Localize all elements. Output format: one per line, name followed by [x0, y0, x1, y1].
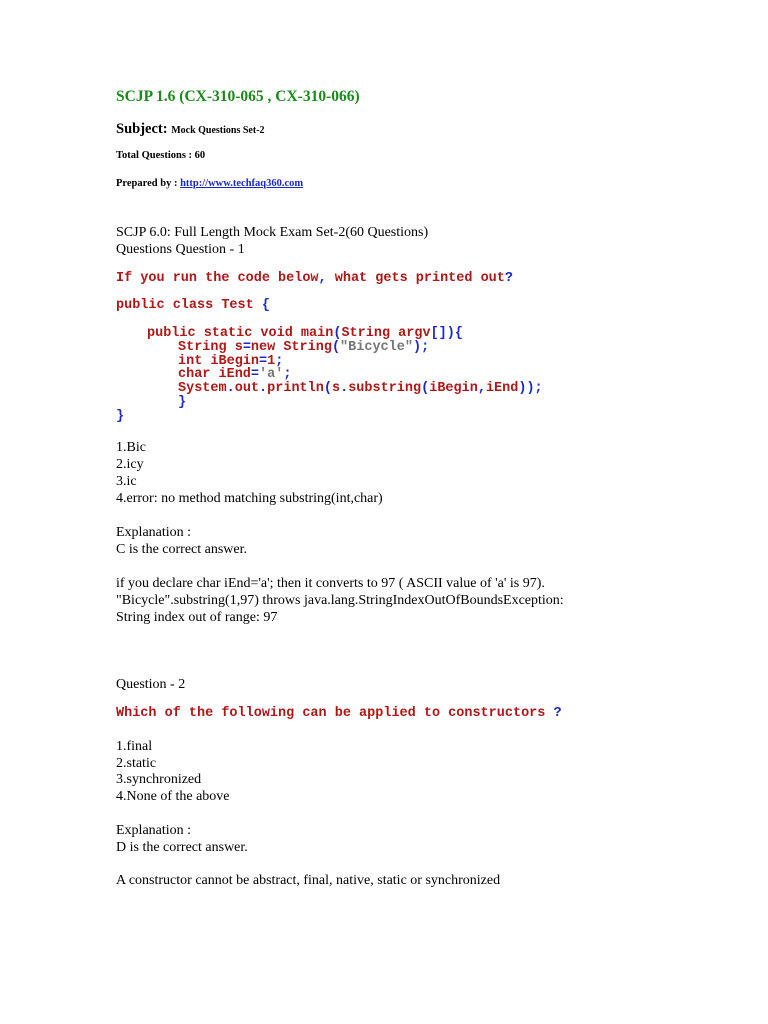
q1-detail-line: if you declare char iEnd='a'; then it converts to 97 ( ASCII value of 'a' is 97). [116, 576, 545, 591]
q1-option: 1.Bic [116, 440, 146, 455]
q1-option: 2.icy [116, 457, 144, 472]
q1-answer: C is the correct answer. [116, 542, 248, 557]
code-line: public class Test { [116, 298, 270, 313]
prepared-by-line [116, 178, 303, 189]
code-line: System.out.println(s.substring(iBegin,iEnd)); [178, 381, 543, 396]
code-line: String s=new String("Bicycle"); [178, 340, 430, 355]
prepared-by-label: Prepared by : [116, 178, 181, 189]
q1-detail-line: String index out of range: 97 [116, 610, 278, 625]
total-questions: Total Questions : 60 [116, 150, 206, 161]
code-line: } [116, 409, 125, 424]
q2-explanation-label: Explanation : [116, 823, 192, 838]
q2-option: 3.synchronized [116, 772, 202, 787]
code-line: int iBegin=1; [178, 354, 284, 369]
exam-title: SCJP 6.0: Full Length Mock Exam Set-2(60 Questions) [116, 225, 429, 240]
q1-option: 4.error: no method matching substring(int,char) [116, 491, 383, 506]
q1-prompt: If you run the code below, what gets printed out? [116, 271, 513, 286]
code-line: public static void main(String argv[]){ [147, 326, 463, 341]
subject-line [116, 121, 265, 138]
q2-detail: A constructor cannot be abstract, final, native, static or synchronized [116, 873, 501, 888]
q1-explanation-label: Explanation : [116, 525, 192, 540]
q2-answer: D is the correct answer. [116, 840, 248, 855]
q1-detail-line: "Bicycle".substring(1,97) throws java.lang.StringIndexOutOfBoundsException: [116, 593, 564, 608]
q2-prompt: Which of the following can be applied to constructors ? [116, 706, 562, 721]
techfaq-link[interactable]: http://www.techfaq360.com [180, 178, 304, 189]
subject-value: Mock Questions Set-2 [171, 125, 265, 136]
q2-heading: Question - 2 [116, 677, 186, 692]
document-title: SCJP 1.6 (CX-310-065 , CX-310-066) [116, 88, 360, 105]
q2-option: 2.static [116, 756, 157, 771]
subject-label: Subject: [116, 121, 168, 137]
code-line: char iEnd='a'; [178, 367, 292, 382]
code-line: } [178, 395, 187, 410]
q2-option: 1.final [116, 739, 153, 754]
q2-option: 4.None of the above [116, 789, 230, 804]
exam-subtitle: Questions Question - 1 [116, 242, 245, 257]
q1-option: 3.ic [116, 474, 137, 489]
